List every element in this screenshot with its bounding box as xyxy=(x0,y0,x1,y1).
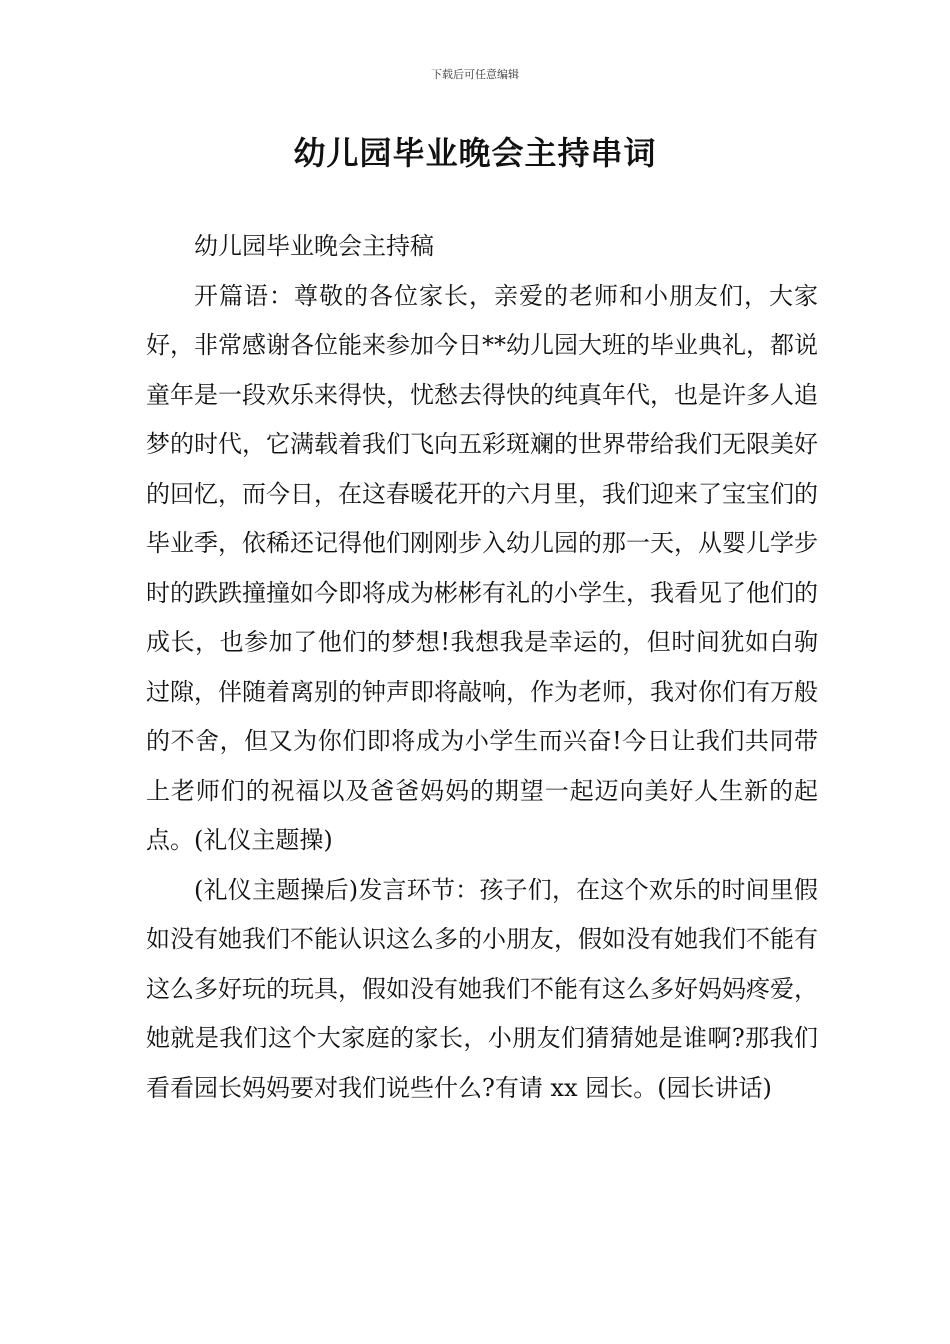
subtitle-paragraph: 幼儿园毕业晚会主持稿 xyxy=(194,232,434,260)
document-body xyxy=(146,222,818,1113)
document-title: 幼儿园毕业晚会主持串词 xyxy=(293,134,657,172)
speech-paragraph: (礼仪主题操后)发言环节：孩子们，在这个欢乐的时间里假如没有她我们不能认识这么多的小朋友，假如没有她我们不能有这么多好玩的玩具，假如没有她我们不能有这么多好妈妈疼爱，她就是我们这个大家庭的家长，小朋友们猜猜她是谁啊?那我们看看园长妈妈要对我们说些什么?有请 xx 园长。(园长讲话) xyxy=(146,875,818,1102)
opening-paragraph: 开篇语：尊敬的各位家长，亲爱的老师和小朋友们，大家好，非常感谢各位能来参加今日**幼儿园大班的毕业典礼，都说童年是一段欢乐来得快，忧愁去得快的纯真年代，也是许多人追梦的时代，它满载着我们飞向五彩斑斓的世界带给我们无限美好的回忆，而今日，在这春暖花开的六月里，我们迎来了宝宝们的毕业季，依稀还记得他们刚刚步入幼儿园的那一天，从婴儿学步时的跌跌撞撞如今即将成为彬彬有礼的小学生，我看见了他们的成长，也参加了他们的梦想!我想我是幸运的，但时间犹如白驹过隙，伴随着离别的钟声即将敲响，作为老师，我对你们有万般的不舍，但又为你们即将成为小学生而兴奋!今日让我们共同带上老师们的祝福以及爸爸妈妈的期望一起迈向美好人生新的起点。(礼仪主题操) xyxy=(146,281,818,854)
header-note: 下载后可任意编辑 xyxy=(431,68,519,81)
